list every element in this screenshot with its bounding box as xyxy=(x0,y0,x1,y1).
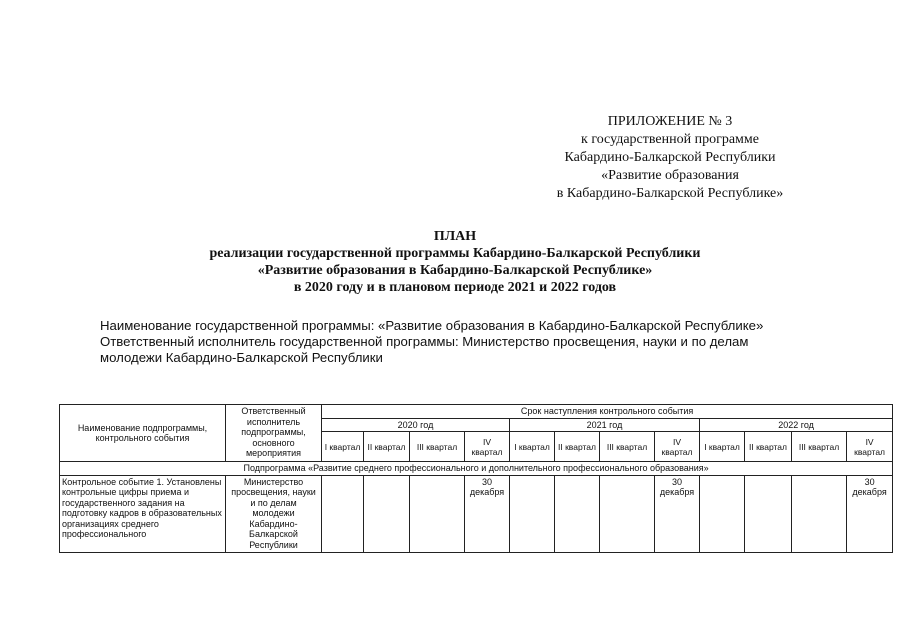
subprogram-title: Подпрограмма «Развитие среднего профессионального и дополнительного профессионального образования» xyxy=(60,462,893,476)
subprogram-row xyxy=(60,462,893,476)
quarter-cell: II квартал xyxy=(364,432,410,462)
meta-line: молодежи Кабардино-Балкарской Республики xyxy=(100,350,383,365)
quarter-cell: I квартал xyxy=(510,432,555,462)
date-cell: 30 декабря xyxy=(465,475,510,552)
quarter-cell: III квартал xyxy=(410,432,465,462)
header-row xyxy=(60,405,893,419)
date-cell xyxy=(700,475,745,552)
quarter-cell: I квартал xyxy=(322,432,364,462)
date-cell xyxy=(364,475,410,552)
quarter-cell: III квартал xyxy=(792,432,847,462)
year-2020: 2020 год xyxy=(322,418,510,432)
date-cell xyxy=(600,475,655,552)
event-name-cell: Контрольное событие 1. Установлены контрольные цифры приема и государственного задания на подготовку кадров в образовательных организациях среднего профессионального xyxy=(60,475,226,552)
date-cell: 30 декабря xyxy=(847,475,893,552)
quarter-cell: I квартал xyxy=(700,432,745,462)
quarter-cell: IV квартал xyxy=(465,432,510,462)
date-cell xyxy=(745,475,792,552)
program-meta xyxy=(100,318,820,366)
title-line: ПЛАН xyxy=(433,229,477,244)
date-cell: 30 декабря xyxy=(655,475,700,552)
date-cell xyxy=(410,475,465,552)
appendix-block xyxy=(520,113,820,203)
quarter-cell: II квартал xyxy=(555,432,600,462)
appendix-line: ПРИЛОЖЕНИЕ № 3 xyxy=(607,114,733,129)
meta-line: Наименование государственной программы: «Развитие образования в Кабардино-Балкарской Республике» xyxy=(100,318,764,333)
appendix-line: Кабардино-Балкарской Республики xyxy=(564,150,776,165)
quarter-cell: IV квартал xyxy=(655,432,700,462)
header-name-col: Наименование подпрограммы, контрольного события xyxy=(60,405,226,462)
appendix-line: в Кабардино-Балкарской Республике» xyxy=(556,186,784,201)
plan-title xyxy=(150,228,760,296)
date-cell xyxy=(792,475,847,552)
header-exec-col: Ответственный исполнитель подпрограммы, основного мероприятия xyxy=(226,405,322,462)
table-row xyxy=(60,475,893,552)
date-cell xyxy=(322,475,364,552)
title-line: в 2020 году и в плановом периоде 2021 и 2022 годов xyxy=(293,280,617,295)
quarter-cell: IV квартал xyxy=(847,432,893,462)
quarter-cell: II квартал xyxy=(745,432,792,462)
year-2022: 2022 год xyxy=(700,418,893,432)
header-term-group: Срок наступления контрольного события xyxy=(322,405,893,419)
executor-cell: Министерство просвещения, науки и по делам молодежи Кабардино-Балкарской Республики xyxy=(226,475,322,552)
appendix-line: к государственной программе xyxy=(581,132,759,147)
date-cell xyxy=(510,475,555,552)
meta-line: Ответственный исполнитель государственной программы: Министерство просвещения, науки и по делам xyxy=(100,334,749,349)
title-line: «Развитие образования в Кабардино-Балкарской Республике» xyxy=(257,263,653,278)
date-cell xyxy=(555,475,600,552)
title-line: реализации государственной программы Кабардино-Балкарской Республики xyxy=(209,246,701,261)
plan-table xyxy=(59,404,893,553)
quarter-cell: III квартал xyxy=(600,432,655,462)
year-2021: 2021 год xyxy=(510,418,700,432)
appendix-line: «Развитие образования xyxy=(601,168,739,183)
